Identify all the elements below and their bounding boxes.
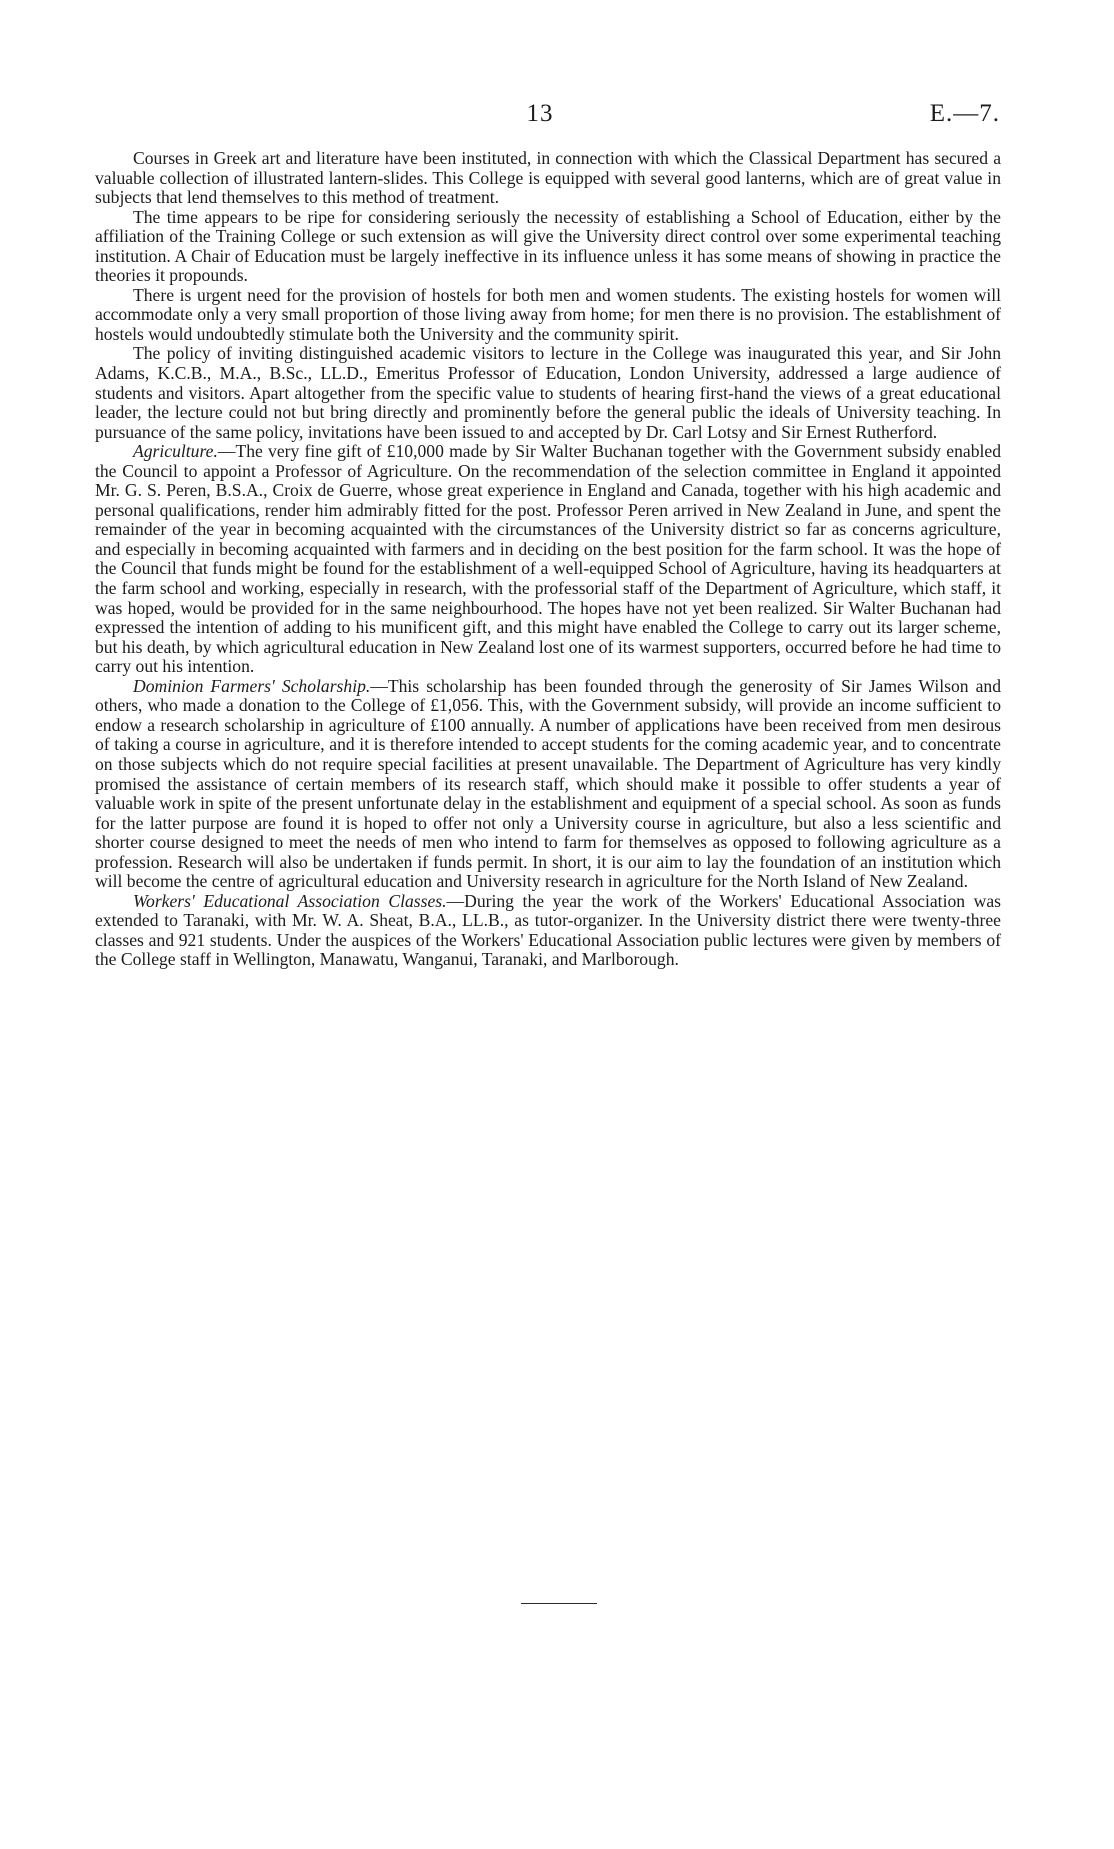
- paragraph-academic-visitors: [95, 344, 1001, 442]
- paragraph-text: Courses in Greek art and literature have been instituted, in connection with which the Classical Department has secured a valuable collection of illustrated lantern-slides. This College is equipped with several good lanterns, which are of great value in subjects that lend themselves to this method of treatment.: [95, 148, 1001, 208]
- paragraph-lead-agriculture: Agriculture.: [133, 441, 218, 462]
- paragraph-hostels: [95, 286, 1001, 345]
- paragraph-text: The time appears to be ripe for considering seriously the necessity of establishing a School of Education, either by the affiliation of the Training College or such extension as will give the University direct control over some experimental teaching institution. A Chair of Education must be largely ineffective in its influence unless it has some means of showing in practice the theories it propounds.: [95, 206, 1001, 286]
- page-number: 13: [526, 100, 554, 127]
- paragraph-wea-classes: [95, 892, 1001, 970]
- paragraph-lead-wea-classes: Workers' Educational Association Classes.: [133, 890, 447, 911]
- paragraph-school-of-education: [95, 208, 1001, 286]
- end-divider-rule: [521, 1603, 597, 1604]
- paragraph-text: —The very fine gift of £10,000 made by Sir Walter Buchanan together with the Government subsidy enabled the Council to appoint a Professor of Agriculture. On the recommendation of the selection committee in England it appointed Mr. G. S. Peren, B.S.A., Croix de Guerre, whose great experience in England and Canada, together with his high academic and personal qualifications, render him admirably fitted for the post. Professor Peren arrived in New Zealand in June, and spent the remainder of the year in becoming acquainted with the circumstances of the University district so far as concerns agriculture, and especially in becoming acquainted with farmers and in deciding on the best position for the farm school. It was the hope of the Council that funds might be found for the establishment of a well-equipped School of Agriculture, having its headquarters at the farm school and working, especially in research, with the professorial staff of the Department of Agriculture, which staff, it was hoped, would be provided for in the same neighbourhood. The hopes have not yet been realized. Sir Walter Buchanan had expressed the intention of adding to his munificent gift, and this might have enabled the College to carry out its larger scheme, but his death, by which agricultural education in New Zealand lost one of its warmest supporters, occurred before he had time to carry out his intention.: [95, 441, 1001, 677]
- paragraph-text: —This scholarship has been founded through the generosity of Sir James Wilson and others, who made a donation to the College of £1,056. This, with the Government subsidy, will provide an income sufficient to endow a research scholarship in agriculture of £100 annually. A number of applications have been received from men desirous of taking a course in agriculture, and it is therefore intended to accept students for the coming academic year, and to concentrate on those subjects which do not require special facilities at present unavailable. The Department of Agriculture has very kindly promised the assistance of certain members of its research staff, which should make it possible to offer students a year of valuable work in spite of the present unfortunate delay in the establishment and equipment of a special school. As soon as funds for the latter purpose are found it is hoped to offer not only a University course in agriculture, but also a less scientific and shorter course designed to meet the needs of men who intend to farm for themselves as opposed to following agriculture as a profession. Research will also be undertaken if funds permit. In short, it is our aim to lay the foundation of an institution which will become the centre of agricultural education and University research in agriculture for the North Island of New Zealand.: [95, 675, 1001, 892]
- paragraph-text: The policy of inviting distinguished academic visitors to lecture in the College was inaugurated this year, and Sir John Adams, K.C.B., M.A., B.Sc., LL.D., Emeritus Professor of Education, London University, addressed a large audience of students and visitors. Apart altogether from the specific value to students of hearing first-hand the views of a great educational leader, the lecture could not but bring directly and prominently before the general public the ideals of University teaching. In pursuance of the same policy, invitations have been issued to and accepted by Dr. Carl Lotsy and Sir Ernest Rutherford.: [95, 343, 1001, 442]
- paragraph-greek-art-courses: [95, 149, 1001, 208]
- paragraph-text: —During the year the work of the Workers' Educational Association was extended to Taranaki, with Mr. W. A. Sheat, B.A., LL.B., as tutor-organizer. In the University district there were twenty-three classes and 921 students. Under the auspices of the Workers' Educational Association public lectures were given by members of the College staff in Wellington, Manawatu, Wanganui, Taranaki, and Marlborough.: [95, 890, 1002, 970]
- paragraph-agriculture: [95, 442, 1001, 677]
- paragraph-text: There is urgent need for the provision of hostels for both men and women students. The existing hostels for women will accommodate only a very small proportion of those living away from home; for men there is no provision. The establishment of hostels would undoubtedly stimulate both the University and the community spirit.: [95, 284, 1001, 344]
- document-reference-code: E.—7.: [929, 100, 1000, 127]
- paragraph-lead-farmers-scholarship: Dominion Farmers' Scholarship.: [133, 675, 371, 696]
- body-text: [95, 149, 1001, 970]
- paragraph-farmers-scholarship: [95, 677, 1001, 892]
